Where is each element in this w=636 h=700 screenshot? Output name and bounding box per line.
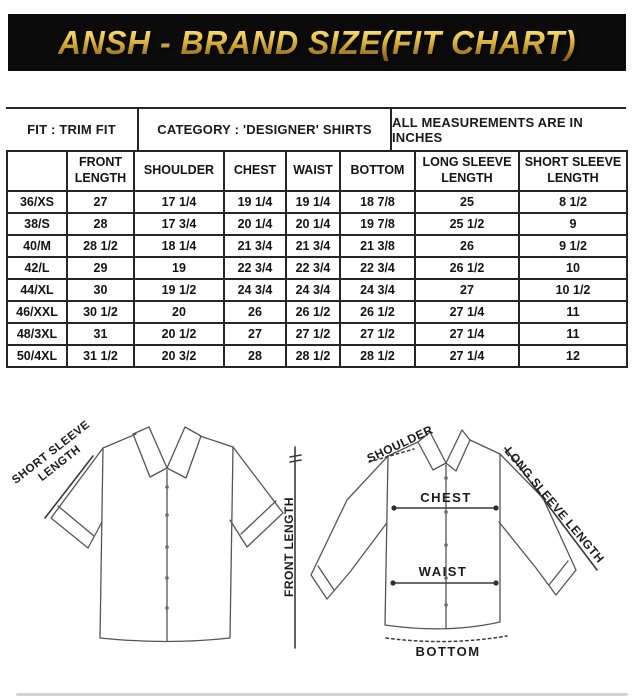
size-cell: 46/XXL (7, 301, 67, 323)
table-row (7, 257, 627, 279)
size-column-header (7, 151, 67, 191)
measurement-cell: 9 (519, 213, 627, 235)
measurement-cell: 24 3/4 (224, 279, 286, 301)
shirt-left-sleeve (311, 456, 388, 599)
short-sleeve-length-label: SHORT SLEEVE LENGTH (10, 418, 93, 487)
fit-type-label: FIT : TRIM FIT (27, 122, 116, 137)
column-header: SHORT SLEEVE LENGTH (519, 151, 627, 191)
waist-label: WAIST (418, 564, 468, 579)
measurement-cell: 25 1/2 (415, 213, 519, 235)
measurement-cell: 27 1/2 (286, 323, 340, 345)
long-sleeve-shirt-drawing (311, 430, 597, 642)
long-sleeve-length-label: LONG SLEEVE LENGTH (501, 444, 608, 566)
measurement-cell: 26 1/2 (286, 301, 340, 323)
measurement-cell: 21 3/4 (286, 235, 340, 257)
shirt-shoulder-seams (103, 434, 233, 448)
measurement-cell: 19 7/8 (340, 213, 415, 235)
measurement-cell: 24 3/4 (340, 279, 415, 301)
measurement-cell: 11 (519, 323, 627, 345)
table-row (7, 213, 627, 235)
table-row (7, 301, 627, 323)
measurement-cell: 18 1/4 (134, 235, 224, 257)
shirt-right-sleeve (230, 447, 283, 547)
measurement-cell: 21 3/4 (224, 235, 286, 257)
measurement-cell: 19 (134, 257, 224, 279)
size-cell: 44/XL (7, 279, 67, 301)
measurement-cell: 28 1/2 (286, 345, 340, 367)
measurement-cell: 27 1/4 (415, 323, 519, 345)
size-cell: 48/3XL (7, 323, 67, 345)
chest-measure-line (391, 505, 498, 510)
header-row (7, 151, 627, 191)
chest-label: CHEST (420, 490, 472, 505)
page-bottom-shadow (16, 693, 628, 696)
shirt-body (385, 454, 500, 629)
measurement-cell: 27 (67, 191, 134, 213)
measurement-cell: 17 1/4 (134, 191, 224, 213)
measurement-unit-note: ALL MEASUREMENTS ARE IN INCHES (390, 109, 626, 150)
size-cell: 42/L (7, 257, 67, 279)
measurement-cell: 31 (67, 323, 134, 345)
front-length-label: FRONT LENGTH (282, 497, 296, 597)
measurement-cell: 19 1/2 (134, 279, 224, 301)
measurement-cell: 31 1/2 (67, 345, 134, 367)
table-row (7, 235, 627, 257)
measurement-cell: 26 (415, 235, 519, 257)
measurement-cell: 9 1/2 (519, 235, 627, 257)
size-table (6, 150, 628, 368)
measurement-cell: 22 3/4 (224, 257, 286, 279)
measurement-cell: 20 1/2 (134, 323, 224, 345)
measurement-cell: 21 3/8 (340, 235, 415, 257)
shoulder-label: SHOULDER (364, 422, 436, 466)
measurement-cell: 26 1/2 (415, 257, 519, 279)
measurement-cell: 20 (134, 301, 224, 323)
measurement-cell: 30 1/2 (67, 301, 134, 323)
size-table-wrap (6, 150, 626, 368)
measurement-cell: 28 1/2 (67, 235, 134, 257)
measurement-cell: 26 1/2 (340, 301, 415, 323)
measurement-cell: 30 (67, 279, 134, 301)
waist-measure-line (390, 580, 498, 585)
measurement-cell: 27 (224, 323, 286, 345)
measurement-cell: 20 3/2 (134, 345, 224, 367)
measurement-cell: 19 1/4 (286, 191, 340, 213)
measurement-cell: 17 3/4 (134, 213, 224, 235)
measurement-cell: 27 (415, 279, 519, 301)
measurement-cell: 29 (67, 257, 134, 279)
size-cell: 40/M (7, 235, 67, 257)
table-row (7, 345, 627, 367)
bottom-label: BOTTOM (415, 644, 481, 659)
column-header: BOTTOM (340, 151, 415, 191)
measurement-cell: 28 (224, 345, 286, 367)
measurement-cell: 26 (224, 301, 286, 323)
measurement-cell: 24 3/4 (286, 279, 340, 301)
table-row (7, 279, 627, 301)
measurement-cell: 28 1/2 (340, 345, 415, 367)
column-header: FRONT LENGTH (67, 151, 134, 191)
measurement-cell: 27 1/2 (340, 323, 415, 345)
measurement-cell: 10 (519, 257, 627, 279)
measurement-cell: 18 7/8 (340, 191, 415, 213)
category-label: CATEGORY : 'DESIGNER' SHIRTS (137, 109, 390, 150)
column-header: WAIST (286, 151, 340, 191)
size-cell: 36/XS (7, 191, 67, 213)
measurement-cell: 10 1/2 (519, 279, 627, 301)
measurement-cell: 27 1/4 (415, 345, 519, 367)
measurement-cell: 11 (519, 301, 627, 323)
size-cell: 50/4XL (7, 345, 67, 367)
table-row (7, 323, 627, 345)
measurement-cell: 22 3/4 (286, 257, 340, 279)
size-table-body (7, 191, 627, 367)
measurement-cell: 8 1/2 (519, 191, 627, 213)
table-row (7, 191, 627, 213)
size-cell: 38/S (7, 213, 67, 235)
measurement-cell: 20 1/4 (224, 213, 286, 235)
measurement-cell: 12 (519, 345, 627, 367)
column-header: SHOULDER (134, 151, 224, 191)
info-bar (6, 107, 626, 150)
measurement-cell: 19 1/4 (224, 191, 286, 213)
measurement-cell: 20 1/4 (286, 213, 340, 235)
measurement-cell: 22 3/4 (340, 257, 415, 279)
bottom-measure-line (386, 636, 507, 642)
column-header: LONG SLEEVE LENGTH (415, 151, 519, 191)
banner-title: ANSH - BRAND SIZE(FIT CHART) (57, 23, 577, 61)
measurement-cell: 27 1/4 (415, 301, 519, 323)
column-header: CHEST (224, 151, 286, 191)
measurement-cell: 28 (67, 213, 134, 235)
measurement-cell: 25 (415, 191, 519, 213)
brand-banner (8, 14, 626, 71)
short-sleeve-shirt-drawing (45, 427, 301, 648)
size-table-head (7, 151, 627, 191)
